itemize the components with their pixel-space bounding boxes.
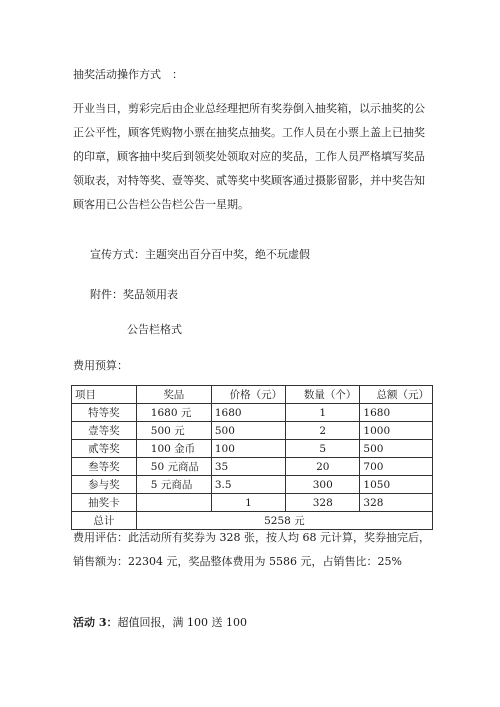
table-cell: 35 [211,458,285,476]
table-cell: 300 [286,476,360,494]
table-cell: 1680 [360,404,433,422]
section-heading: 抽奖活动操作方式 ： [73,68,183,81]
activity-3-line [73,614,247,630]
table-cell: 5 元商品 [136,476,211,494]
evaluation-paragraph: 费用评估：此活动所有奖券为 328 张，按人均 68 元计算，奖券抽完后，销售额为：22304 元，奖品整体费用为 5586 元，占销售比：25% [73,531,430,568]
activity-3-text: 超值回报，满 100 送 100 [117,616,247,629]
column-header: 项目 [72,386,137,404]
table-cell: 1000 [360,422,433,440]
operation-paragraph: 开业当日，剪彩完后由企业总经理把所有奖券倒入抽奖箱，以示抽奖的公正公平性，顾客凭购物小票在抽奖点抽奖。工作人员在小票上盖上已抽奖的印章，顾客抽中奖后到领奖处领取对应的奖品，工作人员严格填写奖品领取表，对特等奖、壹等奖、贰等奖中奖顾客通过摄影留影，并中奖告知顾客用已公告栏公告栏公告一星期。 [73,102,425,211]
table-cell: 1050 [360,476,433,494]
table-row [72,440,433,458]
column-header: 总额（元） [360,386,433,404]
table-cell: 500 [360,440,433,458]
bulletin-format-line: 公告栏格式 [127,323,182,336]
table-cell: 参与奖 [72,476,137,494]
table-cell: 328 [360,494,433,512]
table-row [72,458,433,476]
table-cell: 2 [286,422,360,440]
table-cell: 特等奖 [72,404,137,422]
table-cell: 328 [286,494,360,512]
budget-table [71,385,433,530]
table-cell: 50 元商品 [136,458,211,476]
table-cell: 1 [286,404,360,422]
total-value: 5258 元 [136,512,432,530]
table-header-row [72,386,433,404]
table-row [72,404,433,422]
table-cell: 贰等奖 [72,440,137,458]
table-cell: 700 [360,458,433,476]
table-cell: 1680 [211,404,285,422]
table-cell: 100 [211,440,285,458]
table-row [72,422,433,440]
table-cell: 20 [286,458,360,476]
column-header: 数量（个） [286,386,360,404]
attachment-line: 附件：奖品领用表 [90,288,178,301]
budget-title: 费用预算： [73,359,128,372]
promo-line: 宣传方式：主题突出百分百中奖，绝不玩虚假 [90,248,310,261]
table-cell: 500 元 [136,422,211,440]
column-header: 奖品 [136,386,211,404]
table-cell [136,494,211,512]
table-row [72,494,433,512]
table-cell: 1680 元 [136,404,211,422]
table-row [72,476,433,494]
table-cell: 叁等奖 [72,458,137,476]
table-cell: 抽奖卡 [72,494,137,512]
activity-3-label: 活动 3： [73,616,118,629]
table-cell: 3.5 [211,476,285,494]
column-header: 价格（元） [211,386,285,404]
total-label: 总计 [72,512,137,530]
table-cell: 500 [211,422,285,440]
table-cell: 5 [286,440,360,458]
table-cell: 100 金币 [136,440,211,458]
table-cell: 1 [211,494,285,512]
table-cell: 壹等奖 [72,422,137,440]
